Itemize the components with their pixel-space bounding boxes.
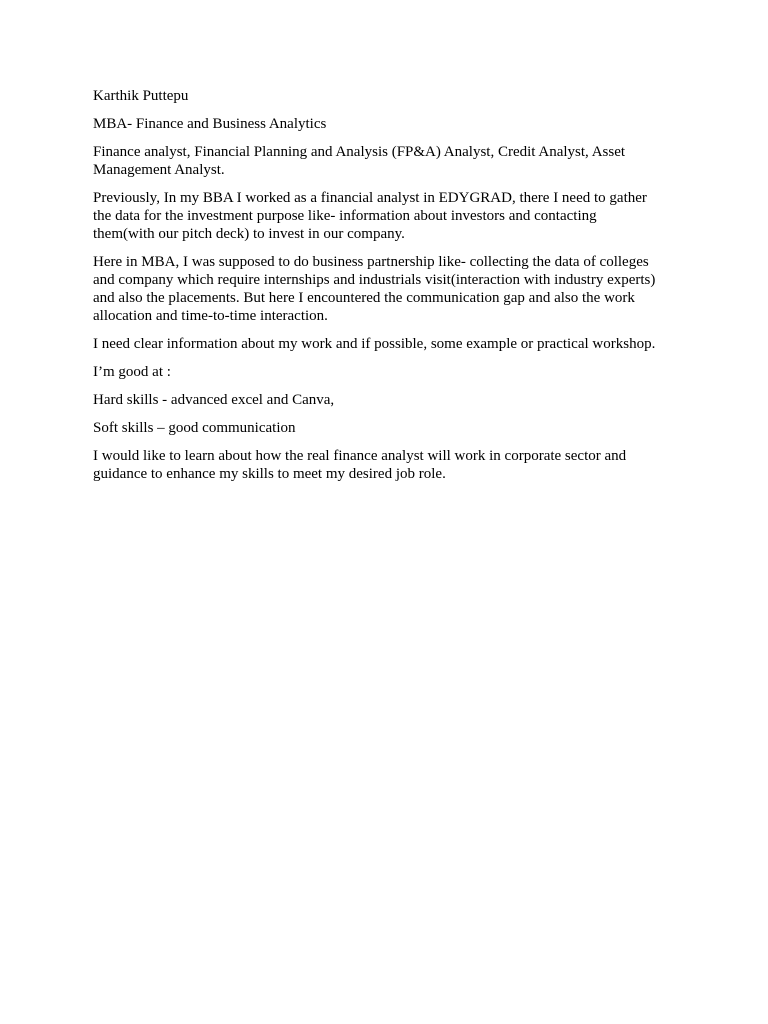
learning-goals-paragraph: I would like to learn about how the real finance analyst will work in corporate sector and guidance to enhance my skills to meet my desired job role. xyxy=(93,448,627,482)
target-roles-paragraph: Finance analyst, Financial Planning and Analysis (FP&A) Analyst, Credit Analyst, Asset Management Analyst. xyxy=(93,144,626,178)
bba-experience-paragraph: Previously, In my BBA I worked as a financial analyst in EDYGRAD, there I need to gather the data for the investment purpose like- information about investors and contacting them(with our pitch deck) to invest in our company. xyxy=(93,190,647,242)
hard-skills-line: Hard skills - advanced excel and Canva, xyxy=(93,392,335,408)
skills-heading: I’m good at : xyxy=(93,364,171,380)
degree-line: MBA- Finance and Business Analytics xyxy=(93,116,327,132)
mba-experience-paragraph: Here in MBA, I was supposed to do business partnership like- collecting the data of colleges and company which require internships and industrials visit(interaction with industry experts) and also the placements. But here I encountered the communication gap and also the work allocation and time-to-time interaction. xyxy=(93,254,656,324)
soft-skills-line: Soft skills – good communication xyxy=(93,420,296,436)
author-name: Karthik Puttepu xyxy=(93,88,189,104)
expectations-paragraph: I need clear information about my work and if possible, some example or practical workshop. xyxy=(93,336,656,352)
document-body xyxy=(93,87,683,493)
